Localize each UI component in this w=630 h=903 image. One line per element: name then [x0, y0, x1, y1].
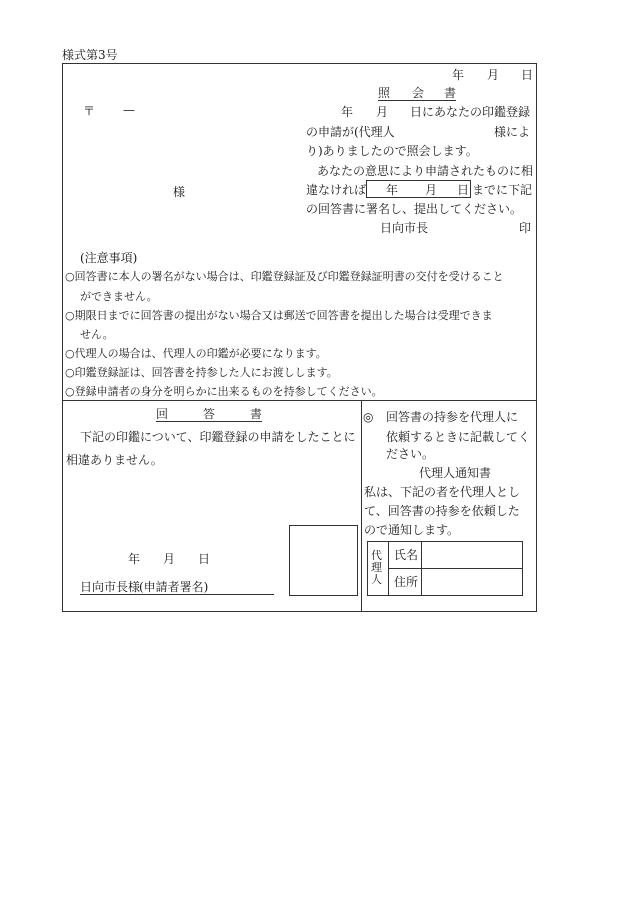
body-line2-suffix: 様によ — [494, 125, 531, 139]
reply-date-month: 月 — [163, 552, 176, 566]
title-char: 照 — [378, 86, 391, 100]
agent-name-label: 氏名 — [394, 548, 419, 562]
agent-side-label-char: 人 — [371, 573, 382, 586]
body-line4: あなたの意思により申請されたものに相 — [317, 164, 534, 178]
agent-side-label-char: 理 — [371, 561, 382, 574]
reply-date-day: 日 — [198, 552, 211, 566]
title-char: 会 — [412, 86, 425, 100]
note-item-line: ○登録申請者の身分を明らかに出来るものを持参してください。 — [65, 385, 383, 398]
note-item-line: ○印鑑登録証は、回答書を持参した人にお渡しします。 — [65, 366, 338, 379]
date-month: 月 — [487, 68, 500, 82]
title-char: 書 — [250, 407, 263, 421]
signature-prefix: 日向市長様 — [80, 580, 141, 594]
agent-body-line: ので通知します。 — [364, 523, 460, 537]
agent-note-line: ださい。 — [386, 447, 435, 461]
reply-title — [156, 407, 262, 422]
agent-note-line: 依頼するときに記載してく — [386, 430, 531, 444]
note-item-line: ○回答書に本人の署名がない場合は、印鑑登録証及び印鑑登録証明書の交付を受けること — [65, 270, 504, 283]
deadline-year: 年 — [386, 183, 399, 197]
body-year: 年 — [341, 105, 354, 119]
note-item-line: ○代理人の場合は、代理人の印鑑が必要になります。 — [65, 347, 327, 360]
title-char: 答 — [203, 407, 216, 421]
agent-name-field[interactable] — [423, 543, 521, 567]
body-line3: り)ありましたので照会します。 — [306, 144, 478, 158]
reply-line2: 相違ありません。 — [66, 453, 163, 467]
signature-label: (申請者署名) — [139, 580, 209, 594]
agent-body-line: 私は、下記の者を代理人とし — [364, 485, 521, 499]
body-line5-prefix: 違なければ — [306, 183, 367, 197]
deadline-day: 日 — [457, 183, 470, 197]
title-char: 回 — [156, 407, 169, 421]
reply-date-year: 年 — [128, 552, 141, 566]
postal-dash: — — [123, 103, 135, 117]
reply-agent-divider — [361, 400, 362, 612]
title-char: 書 — [444, 86, 457, 100]
deadline-month: 月 — [425, 183, 438, 197]
body-line1-rest: 日にあなたの印鑑登録 — [410, 105, 531, 119]
date-day: 日 — [521, 68, 534, 82]
seal-mark: 印 — [519, 221, 532, 235]
note-item-line: ○期限日までに回答書の提出がない場合又は郵送で回答書を提出した場合は受理できま — [65, 309, 493, 322]
agent-note-line: 回答書の持参を代理人に — [386, 410, 519, 424]
inquiry-title — [378, 86, 456, 101]
body-month: 月 — [376, 105, 389, 119]
body-line6: の回答書に署名し、提出してください。 — [306, 202, 523, 216]
signature-line[interactable] — [80, 594, 274, 595]
notes-header: (注意事項) — [80, 251, 138, 265]
agent-side-label-char: 代 — [371, 549, 382, 562]
form-number: 様式第3号 — [62, 48, 118, 62]
agent-table-row-divider — [388, 568, 523, 569]
addressee-suffix: 様 — [173, 185, 186, 199]
body-line2-prefix: の申請が(代理人 — [306, 125, 395, 139]
postal-mark: 〒 — [83, 104, 96, 118]
agent-notice-title: 代理人通知書 — [419, 466, 492, 480]
section-divider — [62, 400, 537, 401]
note-item-line: ができません。 — [80, 290, 158, 303]
note-mark: ◎ — [363, 410, 374, 424]
deadline-date-box — [366, 180, 471, 198]
agent-body-line: て、回答書の持参を依頼した — [364, 504, 520, 518]
body-line5-suffix: までに下記 — [472, 183, 533, 197]
agent-address-field[interactable] — [423, 570, 521, 594]
mayor-name: 日向市長 — [380, 221, 429, 235]
reply-line1: 下記の印鑑について、印鑑登録の申請をしたことに — [80, 430, 356, 444]
date-year: 年 — [452, 68, 465, 82]
agent-address-label: 住所 — [394, 575, 419, 589]
seal-box — [289, 525, 358, 596]
note-item-line: せん。 — [80, 328, 114, 341]
